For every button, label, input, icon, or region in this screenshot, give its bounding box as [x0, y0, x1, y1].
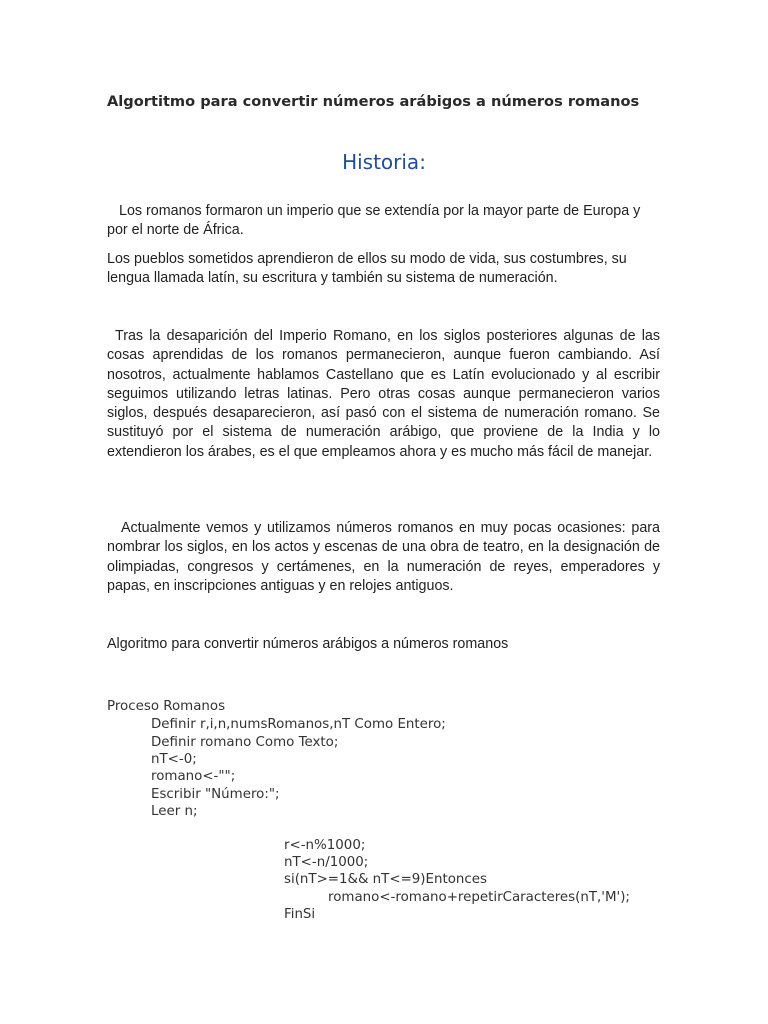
paragraph-4: Actualmente vemos y utilizamos números romanos en muy pocas ocasiones: para nombrar los siglos, en los actos y escenas de una obra de teatro, en la designación de olimpiadas, congresos y certámenes, en la numeración de reyes, emperadores y papas, en inscripciones antiguas y en relojes antiguos.: [107, 520, 660, 594]
code-line: Escribir "Número:";: [151, 787, 280, 802]
code-line: Leer n;: [151, 804, 198, 819]
code-line: FinSi: [284, 907, 316, 922]
code-line: Definir romano Como Texto;: [151, 735, 339, 750]
code-line: Definir r,i,n,numsRomanos,nT Como Entero;: [151, 717, 446, 732]
algorithm-title: Algoritmo para convertir números arábigos a números romanos: [107, 636, 509, 652]
code-line: nT<-0;: [151, 752, 197, 767]
paragraph-1: Los romanos formaron un imperio que se extendía por la mayor parte de Europa y por el norte de África.: [107, 203, 641, 239]
paragraph-3: Tras la desaparición del Imperio Romano, en los siglos posteriores algunas de las cosas aprendidas de los romanos permanecieron, aunque fueron cambiando. Así nosotros, actualmente hablamos Castellano que es Latín evolucionado y al escribir seguimos utilizando letras latinas. Pero otras cosas aunque permanecieron varios siglos, después desaparecieron, así pasó con el sistema de numeración romano. Se sustituyó por el sistema de numeración arábigo, que proviene de la India y lo extendieron los árabes, es el que empleamos ahora y es mucho más fácil de manejar.: [107, 328, 660, 460]
paragraph-2: Los pueblos sometidos aprendieron de ellos su modo de vida, sus costumbres, su lengua llamada latín, su escritura y también su sistema de numeración.: [107, 251, 627, 287]
code-line: romano<-"";: [151, 769, 236, 784]
code-line: romano<-romano+repetirCaracteres(nT,'M');: [328, 890, 630, 905]
code-line: Proceso Romanos: [107, 699, 226, 714]
section-heading: Historia:: [342, 150, 426, 174]
code-line: nT<-n/1000;: [284, 855, 369, 870]
code-line: si(nT>=1&& nT<=9)Entonces: [284, 872, 487, 887]
code-line: r<-n%1000;: [284, 838, 366, 853]
document-title: Algortitmo para convertir números arábigos a números romanos: [107, 93, 640, 110]
